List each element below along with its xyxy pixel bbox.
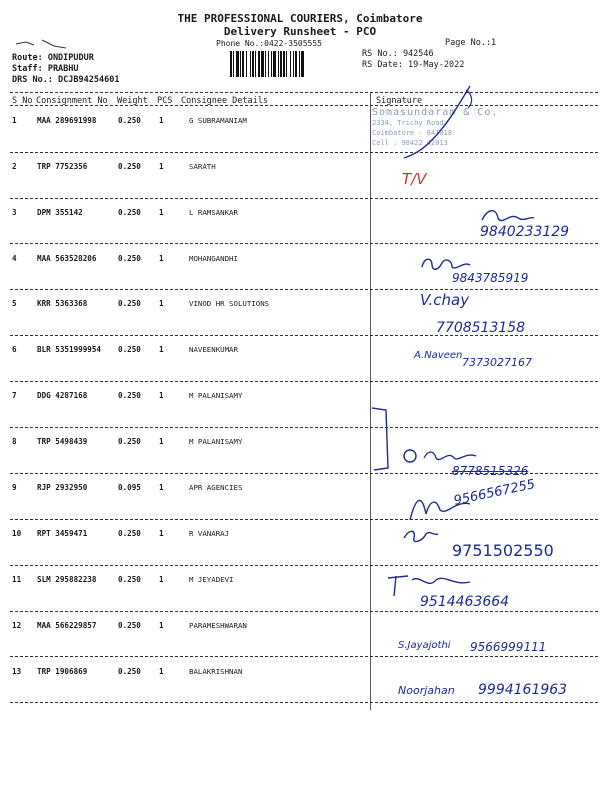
barcode-bar: [293, 51, 294, 77]
row-3-pcs: 1: [159, 208, 164, 217]
col-header-pcs: PCS: [157, 96, 173, 106]
barcode-bar: [271, 51, 272, 77]
row-5-consignee: VINOD HR SOLUTIONS: [189, 299, 270, 308]
row-4-consignment: MAA 563528206: [37, 254, 97, 263]
row-divider: [10, 611, 598, 612]
col-header-consignee: Consignee Details: [181, 96, 268, 106]
row-8-weight: 0.250: [118, 437, 141, 446]
row-4-weight: 0.250: [118, 254, 141, 263]
row-divider: [10, 152, 598, 153]
row-6-sno: 6: [12, 345, 17, 354]
row-6-signer-name: A.Naveen: [414, 350, 463, 361]
stamp-line-1: Somasundaram & Co.: [372, 107, 499, 118]
row-13-signer-name: Noorjahan: [398, 684, 455, 697]
row-11-phone: 9514463664: [420, 594, 510, 610]
row-2-sno: 2: [12, 162, 17, 171]
barcode-bar: [242, 51, 244, 77]
stamp-line-3: Coimbatore - 641018: [372, 129, 453, 137]
row-8-consignee: M PALANISAMY: [189, 437, 243, 446]
rs-number: RS No.: 942546: [362, 49, 434, 59]
row-12-consignment: MAA 566229857: [37, 621, 97, 630]
row-3-sno: 3: [12, 208, 17, 217]
barcode-bar: [230, 51, 232, 77]
row-7-consignee: M PALANISAMY: [189, 391, 243, 400]
row-8-pcs: 1: [159, 437, 164, 446]
col-header-consignment: Consignment No: [36, 96, 108, 106]
row-13-phone: 9994161963: [478, 682, 568, 698]
row-divider: [10, 198, 598, 199]
stamp-line-4: Cell : 98422 42013: [372, 139, 448, 147]
row-13-consignee: BALAKRISHNAN: [189, 667, 243, 676]
row-divider: [10, 381, 598, 382]
barcode-bar: [295, 51, 297, 77]
row-9-phone: 9566567255: [452, 476, 537, 509]
row-1-sno: 1: [12, 116, 17, 125]
row-divider: [10, 289, 598, 290]
row-3-weight: 0.250: [118, 208, 141, 217]
row-9-sno: 9: [12, 483, 17, 492]
barcode-bar: [299, 51, 300, 77]
row-6-consignment: BLR 5351999954: [37, 345, 102, 354]
row-divider: [10, 519, 598, 520]
barcode-bar: [252, 51, 254, 77]
row-7-sno: 7: [12, 391, 17, 400]
row-2-signature: T/V: [402, 170, 427, 188]
row-3-phone: 9840233129: [480, 224, 570, 240]
barcode-bar: [301, 51, 304, 77]
document-title: Delivery Runsheet - PCO: [223, 25, 377, 38]
rs-date: RS Date: 19-May-2022: [362, 60, 465, 70]
row-10-consignee: R VANARAJ: [189, 529, 230, 538]
table-top-rule: [10, 92, 598, 93]
barcode-bar: [240, 51, 241, 77]
row-5-signer-name: V.chay: [420, 291, 470, 309]
row-12-signer-name: S.Jayajothi: [398, 640, 451, 651]
barcode-bar: [290, 51, 291, 77]
stamp-line-2: 2334, Trichy Road,: [372, 119, 448, 127]
row-3-consignee: L RAMSANKAR: [189, 208, 238, 217]
row-7-weight: 0.250: [118, 391, 141, 400]
col-header-sno: S No: [12, 96, 33, 106]
row-9-pcs: 1: [159, 483, 164, 492]
row-5-sno: 5: [12, 299, 17, 308]
barcode-bar: [236, 51, 239, 77]
row-4-consignee: MOHANGANDHI: [189, 254, 238, 263]
row-4-pcs: 1: [159, 254, 164, 263]
row-11-consignee: M JEYADEVI: [189, 575, 234, 584]
row-divider: [10, 243, 598, 244]
row-10-signature-scrawl: [400, 526, 440, 546]
row-11-pcs: 1: [159, 575, 164, 584]
row-13-weight: 0.250: [118, 667, 141, 676]
row-divider: [10, 656, 598, 657]
row-8-sno: 8: [12, 437, 17, 446]
row-10-pcs: 1: [159, 529, 164, 538]
row-9-weight: 0.095: [118, 483, 141, 492]
row-11-sno: 11: [12, 575, 22, 584]
row-5-phone: 7708513158: [436, 320, 526, 336]
row-2-weight: 0.250: [118, 162, 141, 171]
row-1-consignment: MAA 289691998: [37, 116, 97, 125]
row-5-consignment: KRR 5363368: [37, 299, 88, 308]
row-9-consignment: RJP 2932950: [37, 483, 88, 492]
row-12-weight: 0.250: [118, 621, 141, 630]
row-12-phone: 9566999111: [470, 640, 547, 654]
row-8-consignment: TRP 5498439: [37, 437, 88, 446]
row-7-pcs: 1: [159, 391, 164, 400]
row-11-weight: 0.250: [118, 575, 141, 584]
page-number: Page No.:1: [445, 38, 497, 48]
barcode-bar: [278, 51, 279, 77]
row-divider: [10, 565, 598, 566]
row-13-pcs: 1: [159, 667, 164, 676]
row-8-phone: 8778515326: [452, 464, 529, 478]
row-3-consignment: DPM 355142: [37, 208, 83, 217]
row-1-pcs: 1: [159, 116, 164, 125]
barcode-bar: [286, 51, 287, 77]
barcode-bar: [273, 51, 276, 77]
barcode-bar: [261, 51, 264, 77]
row-2-pcs: 1: [159, 162, 164, 171]
row-2-consignee: SARATH: [189, 162, 216, 171]
barcode-bar: [283, 51, 285, 77]
row-5-pcs: 1: [159, 299, 164, 308]
staff-label: Staff: PRABHU: [12, 64, 79, 74]
barcode-bar: [246, 51, 247, 77]
row-1-consignee: G SUBRAMANIAM: [189, 116, 247, 125]
pen-scribble-mark: [14, 36, 74, 52]
signature-column-divider: [370, 93, 371, 710]
row-divider: [10, 702, 598, 703]
barcode-bar: [280, 51, 282, 77]
row-13-consignment: TRP 1906869: [37, 667, 88, 676]
row-10-weight: 0.250: [118, 529, 141, 538]
row-10-consignment: RPT 3459471: [37, 529, 88, 538]
barcode-bar: [265, 51, 266, 77]
row-12-consignee: PARAMESHWARAN: [189, 621, 247, 630]
barcode-bar: [250, 51, 251, 77]
barcode: [230, 51, 354, 77]
row-9-consignee: APR AGENCIES: [189, 483, 243, 492]
row-1-weight: 0.250: [118, 116, 141, 125]
row-divider: [10, 427, 598, 428]
row-12-sno: 12: [12, 621, 22, 630]
row-7-consignment: DDG 4287168: [37, 391, 88, 400]
row-12-pcs: 1: [159, 621, 164, 630]
row-4-sno: 4: [12, 254, 17, 263]
route-label: Route: ONDIPUDUR: [12, 53, 94, 63]
row-6-weight: 0.250: [118, 345, 141, 354]
col-header-weight: Weight: [117, 96, 148, 106]
phone-number: Phone No.:0422-3505555: [216, 39, 322, 48]
row-10-sno: 10: [12, 529, 22, 538]
row-6-phone: 7373027167: [462, 356, 532, 369]
company-name: THE PROFESSIONAL COURIERS, Coimbatore: [177, 12, 423, 25]
row-5-weight: 0.250: [118, 299, 141, 308]
row-4-phone: 9843785919: [452, 271, 529, 285]
drs-number: DRS No.: DCJB94254601: [12, 75, 120, 85]
barcode-bar: [233, 51, 234, 77]
barcode-bar: [255, 51, 256, 77]
row-10-phone: 9751502550: [452, 541, 554, 560]
barcode-bar: [268, 51, 269, 77]
row-13-sno: 13: [12, 667, 22, 676]
barcode-bar: [258, 51, 260, 77]
row-2-consignment: TRP 7752356: [37, 162, 88, 171]
row-6-pcs: 1: [159, 345, 164, 354]
row-11-consignment: SLM 295882238: [37, 575, 97, 584]
signature-stroke-row-1: [400, 82, 490, 162]
rows-7-8-bracket: [370, 406, 394, 476]
row-6-consignee: NAVEENKUMAR: [189, 345, 238, 354]
col-header-signature: Signature: [376, 96, 423, 106]
